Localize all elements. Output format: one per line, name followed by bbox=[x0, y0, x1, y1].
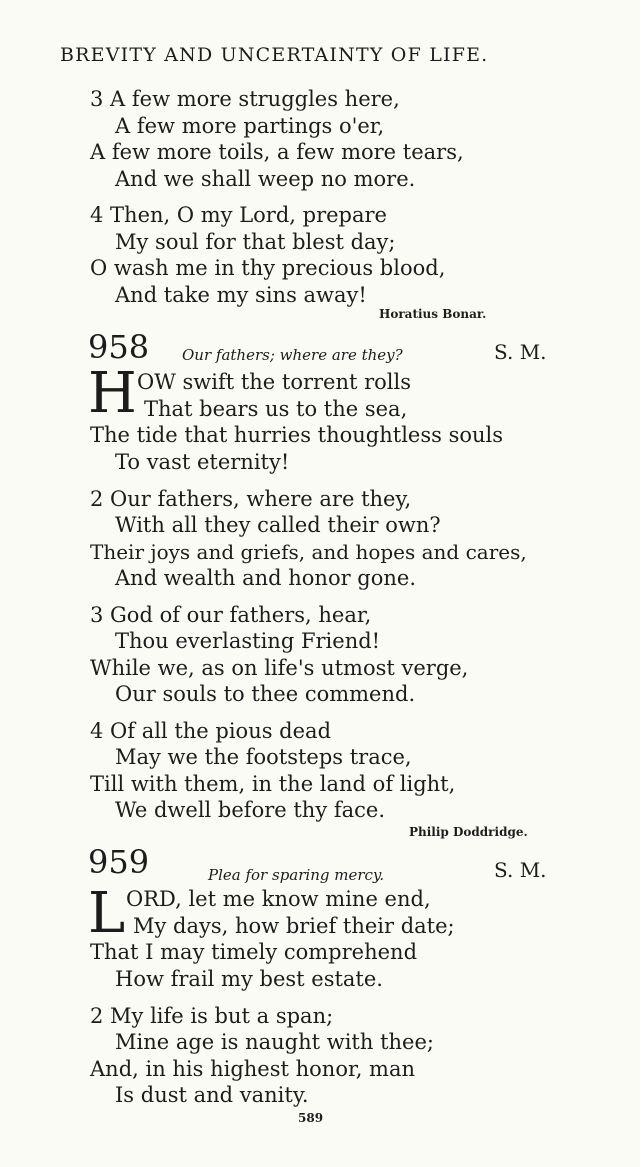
verse-line: That bears us to the sea, bbox=[144, 397, 408, 421]
verse-line: With all they called their own? bbox=[115, 513, 441, 537]
verse-line: Our souls to thee commend. bbox=[115, 682, 416, 706]
verse-line: 2 My life is but a span; bbox=[90, 1004, 334, 1028]
verse-line: May we the footsteps trace, bbox=[115, 745, 412, 769]
verse-line: O wash me in thy precious blood, bbox=[90, 256, 446, 280]
verse-line: And we shall weep no more. bbox=[115, 167, 416, 191]
verse-line: That I may timely comprehend bbox=[90, 940, 418, 964]
verse-line: My soul for that blest day; bbox=[115, 230, 396, 254]
verse-line: And, in his highest honor, man bbox=[90, 1057, 415, 1081]
verse-line: OW swift the torrent rolls bbox=[137, 370, 412, 394]
verse-line: The tide that hurries thoughtless souls bbox=[90, 423, 504, 447]
verse-line: We dwell before thy face. bbox=[115, 798, 386, 822]
verse-line: Thou everlasting Friend! bbox=[115, 629, 381, 653]
verse-line: A few more partings o'er, bbox=[115, 114, 385, 138]
verse-line: A few more toils, a few more tears, bbox=[90, 140, 464, 164]
hymn-number: 958 bbox=[88, 328, 150, 366]
author-attribution: Philip Doddridge. bbox=[409, 825, 528, 839]
verse-line: 2 Our fathers, where are they, bbox=[90, 487, 412, 511]
verse-line: Their joys and griefs, and hopes and cares, bbox=[90, 540, 527, 564]
verse-line: ORD, let me know mine end, bbox=[126, 887, 431, 911]
verse-line: My days, how brief their date; bbox=[133, 914, 455, 938]
hymn-topic: Our fathers; where are they? bbox=[182, 346, 403, 364]
verse-line: Mine age is naught with thee; bbox=[115, 1030, 434, 1054]
verse-line: Till with them, in the land of light, bbox=[90, 772, 456, 796]
page-number: 589 bbox=[298, 1111, 324, 1125]
hymn-meter: S. M. bbox=[494, 858, 547, 882]
running-header: BREVITY AND UNCERTAINTY OF LIFE. bbox=[60, 44, 489, 66]
verse-line: And take my sins away! bbox=[115, 283, 367, 307]
verse-line: How frail my best estate. bbox=[115, 967, 383, 991]
verse-line: And wealth and honor gone. bbox=[115, 566, 417, 590]
verse-line: Is dust and vanity. bbox=[115, 1083, 309, 1107]
hymn-topic: Plea for sparing mercy. bbox=[208, 866, 385, 884]
verse-line: 3 A few more struggles here, bbox=[90, 87, 400, 111]
verse-line: 4 Then, O my Lord, prepare bbox=[90, 203, 387, 227]
drop-cap: L bbox=[88, 881, 126, 946]
verse-line: While we, as on life's utmost verge, bbox=[90, 656, 469, 680]
author-attribution: Horatius Bonar. bbox=[379, 307, 487, 321]
drop-cap: H bbox=[88, 361, 137, 426]
verse-line: 4 Of all the pious dead bbox=[90, 719, 332, 743]
verse-line: To vast eternity! bbox=[115, 450, 290, 474]
hymn-meter: S. M. bbox=[494, 340, 547, 364]
hymn-number: 959 bbox=[88, 843, 150, 881]
verse-line: 3 God of our fathers, hear, bbox=[90, 603, 372, 627]
